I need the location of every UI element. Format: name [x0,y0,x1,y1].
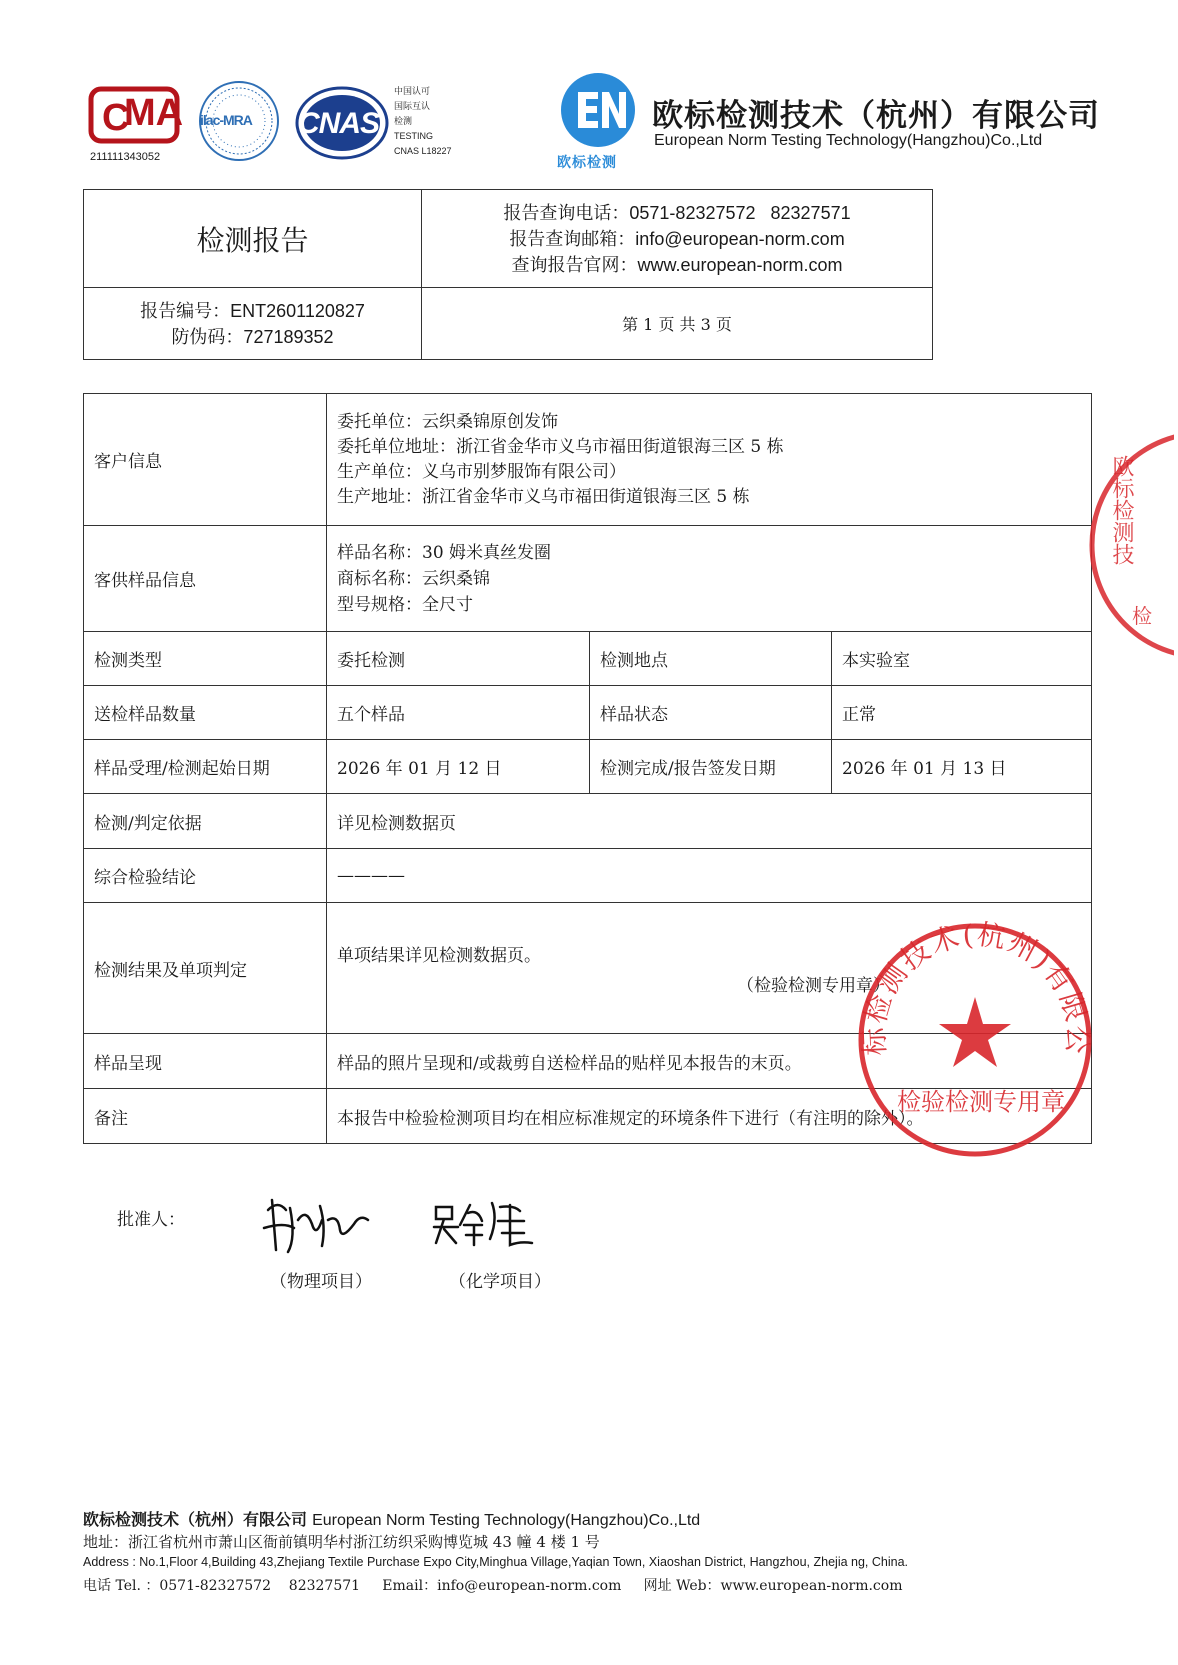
footer-address-en: Address : No.1,Floor 4,Building 43,Zhejiang Textile Purchase Expo City,Minghua Village,Yaqian Town, Xiaoshan District, Hangzhou, Zhejia ng, China. [83,1555,908,1569]
conclusion-value: ———— [327,849,1092,903]
presentation-value: 样品的照片呈现和/或裁剪自送检样品的贴样见本报告的末页。 [327,1034,1092,1089]
cnas-side-line: TESTING [394,131,434,141]
result-label: 检测结果及单项判定 [84,903,327,1034]
sample-info-cell [327,526,1092,632]
client-info-label: 客户信息 [84,394,327,526]
sample-line: 样品名称：30 姆米真丝发圈 [337,542,552,563]
client-line: 委托单位：云织桑锦原创发饰 [337,411,558,432]
table-row [84,849,1092,903]
physical-items-caption: （物理项目） [270,1272,372,1292]
report-phone: 报告查询电话：0571-82327572 82327571 [503,202,851,223]
footer-address-cn: 地址：浙江省杭州市萧山区衙前镇明华村浙江纺织采购博览城 43 幢 4 楼 1 号 [83,1533,600,1551]
anti-fake-code: 防伪码：727189352 [171,326,334,347]
remark-value: 本报告中检验检测项目均在相应标准规定的环境条件下进行（有注明的除外）。 [327,1089,1092,1144]
approver-label: 批准人： [117,1210,185,1230]
footer-company-line [83,1507,700,1530]
report-contact-cell [422,190,933,288]
test-type-value: 委托检测 [327,632,590,686]
cnas-logo-text: CNAS [298,107,380,140]
test-type-label: 检测类型 [84,632,327,686]
table-row [84,794,1092,849]
report-website: 查询报告官网：www.european-norm.com [511,254,843,275]
signature-physical [258,1190,378,1260]
sample-qty-label: 送检样品数量 [84,686,327,740]
basis-label: 检测/判定依据 [84,794,327,849]
cma-logo [88,86,184,144]
sample-line: 商标名称：云织桑锦 [337,568,490,589]
company-name-en: European Norm Testing Technology(Hangzhou)Co.,Ltd [654,132,1043,149]
cnas-side-text [394,84,452,159]
client-line: 生产单位：义乌市别梦服饰有限公司） [337,461,626,482]
cma-logo-text: MA [124,92,184,134]
start-date-label: 样品受理/检测起始日期 [84,740,327,794]
sample-qty-value: 五个样品 [327,686,590,740]
table-row [84,526,1092,632]
report-info-table [83,189,933,360]
seal-ring-text: 标检测技术(杭州)有限公 [857,920,1095,1057]
en-logo-caption: 欧标检测 [557,154,617,170]
ilac-logo-text: ilac-MRA [200,112,252,128]
sample-state-value: 正常 [832,686,1092,740]
basis-value: 详见检测数据页 [327,794,1092,849]
chemical-items-caption: （化学项目） [449,1272,551,1292]
result-stamp-note: （检验检测专用章） [737,976,890,996]
report-email: 报告查询邮箱：info@european-norm.com [509,228,845,249]
edge-seal-text: 欧标检测技 [1109,455,1134,565]
report-title: 检测报告 [84,190,422,288]
svg-text:C: C [102,97,130,139]
page-indicator: 第 1 页 共 3 页 [422,288,933,360]
result-value: 单项结果详见检测数据页。 [337,946,541,966]
table-row [84,686,1092,740]
start-date-value: 2026 年 01 月 12 日 [327,740,590,794]
sample-line: 型号规格：全尺寸 [337,594,473,615]
cnas-side-line: CNAS L18227 [394,146,452,156]
cnas-logo [295,86,389,160]
client-info-cell [327,394,1092,526]
cnas-side-line: 检测 [394,116,413,126]
issue-date-value: 2026 年 01 月 13 日 [832,740,1092,794]
test-site-label: 检测地点 [590,632,832,686]
report-number-cell [84,288,422,360]
ilac-mra-logo [198,80,280,162]
edge-seal-stamp [1084,425,1174,665]
cnas-side-line: 中国认可 [394,86,431,96]
conclusion-label: 综合检验结论 [84,849,327,903]
footer-company-cn: 欧标检测技术（杭州）有限公司 [83,1512,308,1529]
table-row [84,632,1092,686]
sample-state-label: 样品状态 [590,686,832,740]
table-row [84,740,1092,794]
presentation-label: 样品呈现 [84,1034,327,1089]
client-line: 委托单位地址：浙江省金华市义乌市福田街道银海三区 5 栋 [337,436,784,457]
footer-contact-line: 电话 Tel. ：0571-82327572 82327571 Email：info@european-norm.com 网址 Web：www.european-norm.com [83,1578,903,1594]
signature-chemical [430,1195,550,1255]
report-number: 报告编号：ENT2601120827 [140,300,365,321]
remark-label: 备注 [84,1089,327,1144]
edge-seal-text-2: 检 [1132,604,1152,628]
sample-info-label: 客供样品信息 [84,526,327,632]
cma-number: 211111343052 [90,151,161,163]
client-line: 生产地址：浙江省金华市义乌市福田街道银海三区 5 栋 [337,486,750,507]
footer-company-en: European Norm Testing Technology(Hangzhou)Co.,Ltd [312,1512,701,1529]
seal-bottom-text: 检验检测专用章 [897,1088,1065,1116]
issue-date-label: 检测完成/报告签发日期 [590,740,832,794]
inspection-seal-stamp [855,920,1095,1160]
table-row [84,394,1092,526]
cnas-side-line: 国际互认 [394,101,431,111]
company-name-cn: 欧标检测技术（杭州）有限公司 [652,98,1100,133]
test-site-value: 本实验室 [832,632,1092,686]
en-logo-icon [560,72,636,148]
